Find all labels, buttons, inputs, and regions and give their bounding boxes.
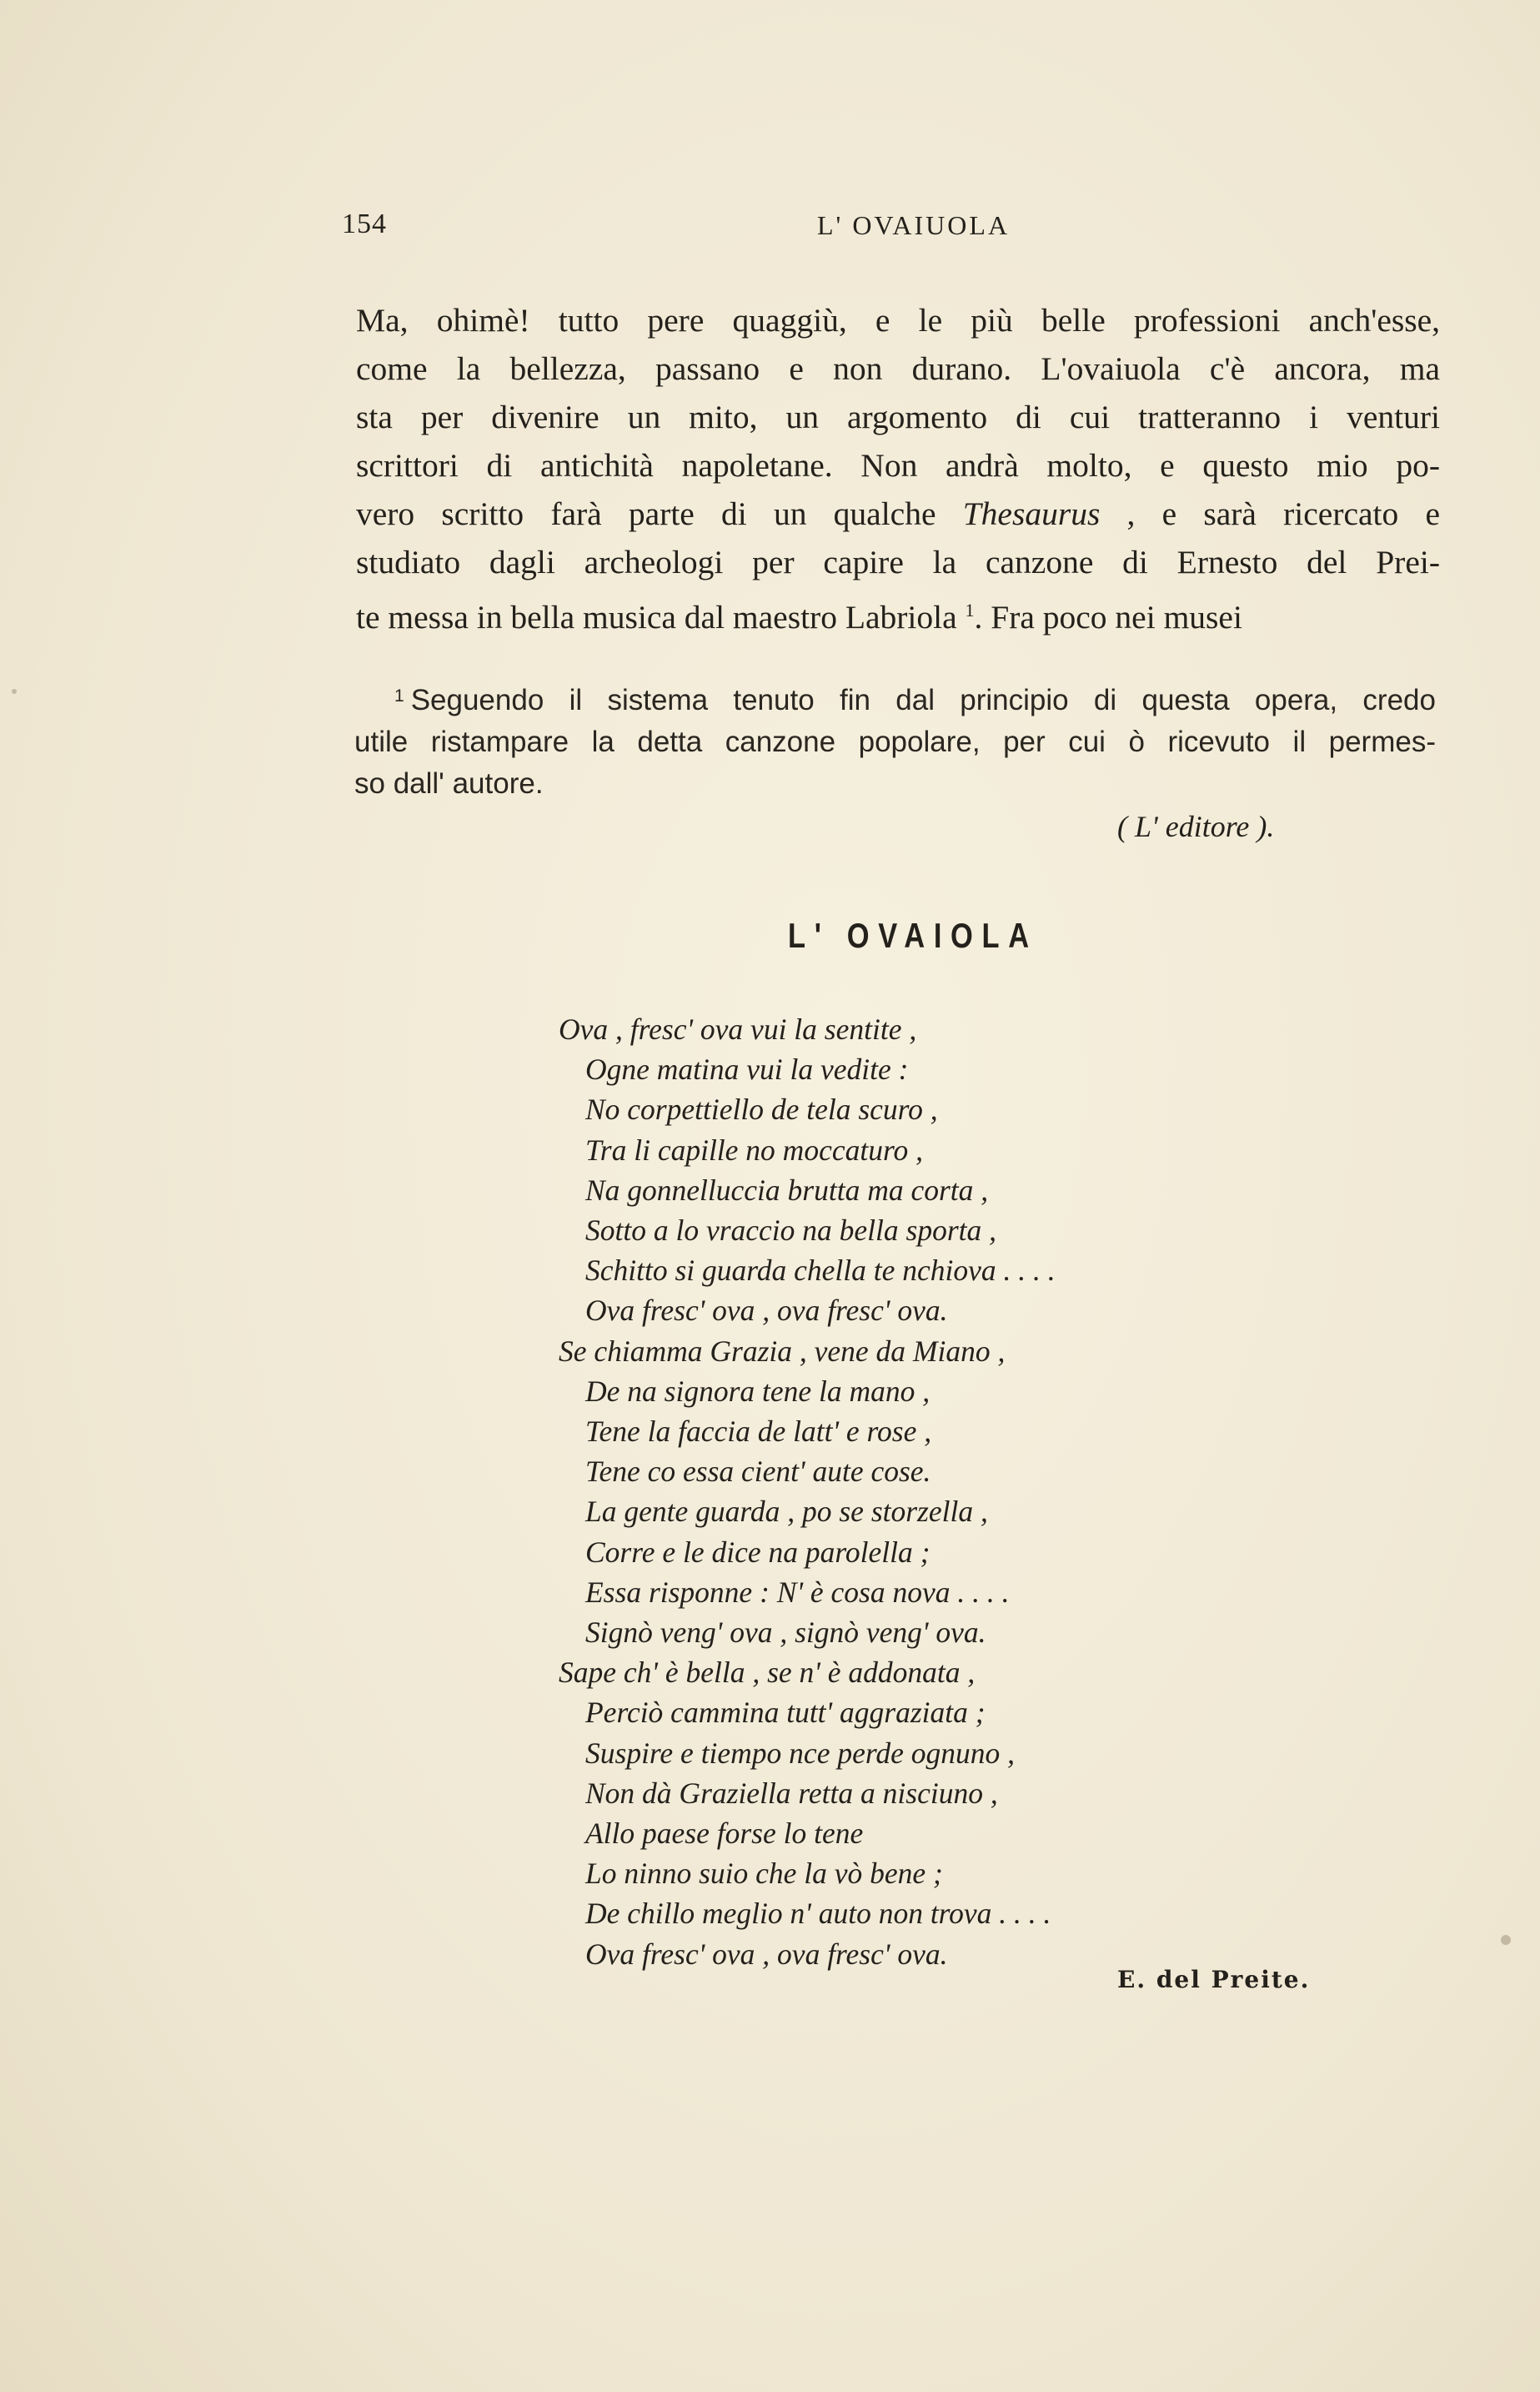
thesaurus-italic: Thesaurus xyxy=(962,495,1101,532)
page-number: 154 xyxy=(342,209,387,239)
body-line: come la bellezza, passano e non durano. L'ovaiuola c'è ancora, ma xyxy=(356,350,1440,387)
footnote-line: so dall' autore. xyxy=(354,767,544,800)
poem-line: Ova fresc' ova , ova fresc' ova. xyxy=(585,1294,948,1328)
footnote-line: utile ristampare la detta canzone popolare, per cui ò ricevuto il permes- xyxy=(354,726,1436,758)
poem-line: Essa risponne : N' è cosa nova . . . . xyxy=(585,1575,1010,1609)
poem-line: Tene la faccia de latt' e rose , xyxy=(585,1415,932,1449)
body-line: vero scritto farà parte di un qualche Thesaurus , e sarà ricercato e xyxy=(356,495,1441,532)
body-line: studiato dagli archeologi per capire la canzone di Ernesto del Prei- xyxy=(356,544,1440,580)
poem-line: Allo paese forse lo tene xyxy=(585,1817,864,1851)
footnote-reference: 1 xyxy=(965,600,975,621)
footnote-marker: 1 xyxy=(394,686,404,706)
poem-text xyxy=(559,1009,1056,1974)
poem-line: Lo ninno suio che la vò bene ; xyxy=(585,1857,943,1891)
main-paragraph xyxy=(356,296,1440,641)
poem-title: L' OVAIOLA xyxy=(788,916,1038,955)
paper-spot xyxy=(1501,1935,1511,1945)
page-header xyxy=(342,209,1209,250)
poem-line: No corpettiello de tela scuro , xyxy=(585,1093,938,1127)
poem-line: Ova fresc' ova , ova fresc' ova. xyxy=(585,1937,948,1971)
poem-line: Suspire e tiempo nce perde ognuno , xyxy=(585,1736,1015,1770)
running-title: L' OVAIUOLA xyxy=(817,210,1011,240)
footnote xyxy=(354,676,1436,805)
body-line: te messa in bella musica dal maestro Labriola $^1$. Fra poco nei musei xyxy=(356,599,1242,636)
poem-line: De na signora tene la mano , xyxy=(585,1374,931,1408)
poem-line: Sape ch' è bella , se n' è addonata , xyxy=(559,1656,976,1690)
poem-line: La gente guarda , po se storzella , xyxy=(585,1495,988,1529)
poem-line: Tra li capille no moccaturo , xyxy=(585,1133,923,1167)
poem-line: Perciò cammina tutt' aggraziata ; xyxy=(585,1696,986,1730)
footnote-attribution: ( L' editore ). xyxy=(1117,810,1275,843)
poem-line: Tene co essa cient' aute cose. xyxy=(585,1455,931,1489)
body-line: sta per divenire un mito, un argomento di cui tratteranno i venturi xyxy=(356,399,1440,435)
poem-line: Non dà Graziella retta a nisciuno , xyxy=(585,1776,998,1810)
footnote-line: $^1$ Seguendo il sistema tenuto fin dal principio di questa opera, credo xyxy=(394,684,1436,716)
poem-line: Schitto si guarda chella te nchiova . . . . xyxy=(585,1254,1056,1288)
paper-spot xyxy=(12,689,17,694)
poem-line: De chillo meglio n' auto non trova . . . . xyxy=(585,1897,1051,1931)
poem-signature: E. del Preite. xyxy=(1117,1966,1311,1993)
poem-line: Na gonnelluccia brutta ma corta , xyxy=(585,1173,989,1207)
body-line: scrittori di antichità napoletane. Non andrà molto, e questo mio po- xyxy=(356,447,1440,484)
poem-line: Se chiamma Grazia , vene da Miano , xyxy=(559,1334,1006,1368)
poem-line: Ova , fresc' ova vui la sentite , xyxy=(559,1013,917,1046)
poem-line: Sotto a lo vraccio na bella sporta , xyxy=(585,1214,997,1248)
poem-line: Ogne matina vui la vedite : xyxy=(585,1053,909,1087)
poem-line: Corre e le dice na parolella ; xyxy=(585,1535,931,1569)
poem-line: Signò veng' ova , signò veng' ova. xyxy=(585,1616,986,1650)
body-line: Ma, ohimè! tutto pere quaggiù, e le più belle professioni anch'esse, xyxy=(356,302,1440,339)
